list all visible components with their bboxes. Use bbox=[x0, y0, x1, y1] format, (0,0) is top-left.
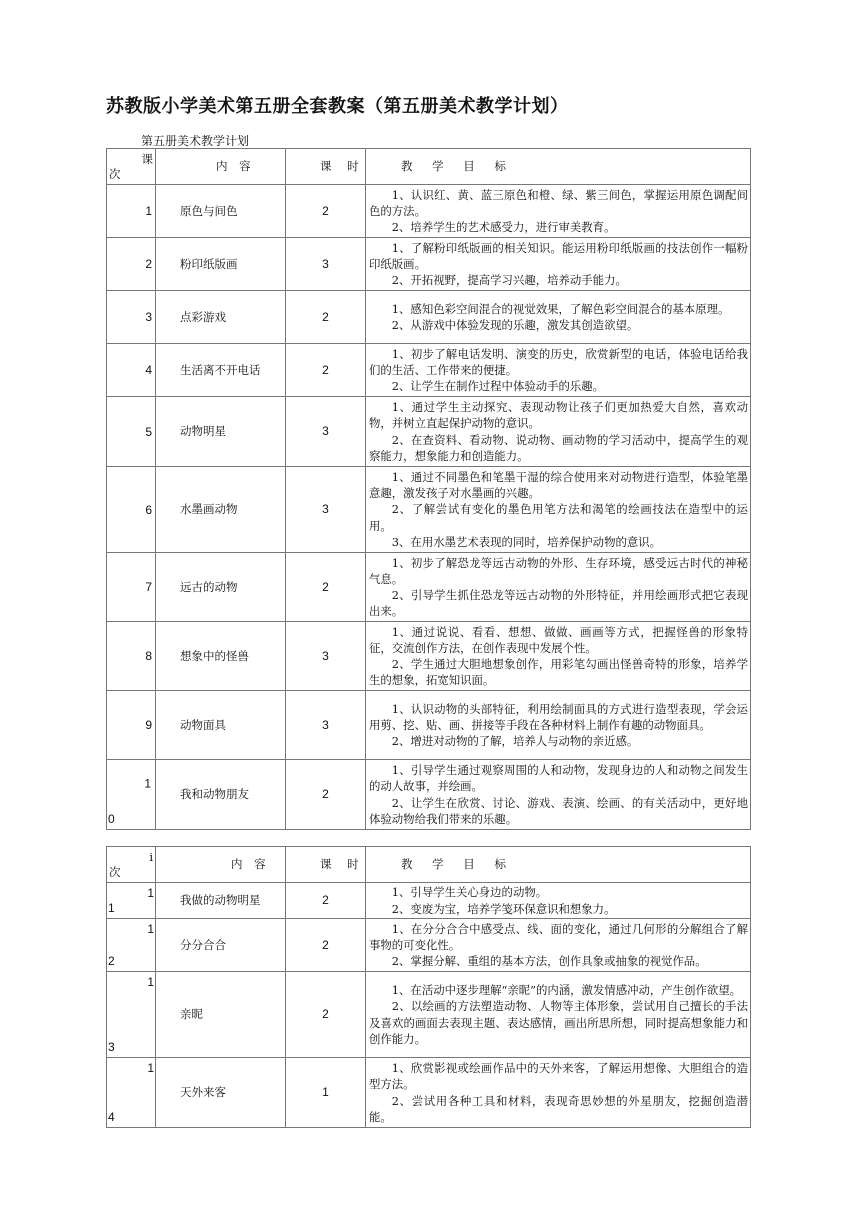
lesson-number-cell bbox=[107, 185, 156, 238]
table-row bbox=[107, 883, 751, 919]
lesson-goals bbox=[366, 919, 751, 972]
goal-item: 2、从游戏中体验发现的乐趣，激发其创造欲望。 bbox=[391, 318, 639, 332]
lesson-goals bbox=[366, 238, 751, 291]
lesson-title: 粉印纸版画 bbox=[156, 238, 286, 291]
lesson-goals bbox=[366, 467, 751, 553]
lesson-number: 2 bbox=[145, 256, 152, 271]
lesson-goals bbox=[366, 1058, 751, 1128]
goal-item: 2、了解尝试有变化的墨色用笔方法和渴笔的绘画技法在造型中的运用。 bbox=[369, 502, 748, 533]
lesson-hours: 2 bbox=[286, 344, 366, 397]
lesson-number-cell bbox=[107, 883, 156, 919]
lesson-title: 点彩游戏 bbox=[156, 291, 286, 344]
lesson-number: 1 bbox=[147, 922, 154, 936]
lesson-number-cell bbox=[107, 972, 156, 1058]
lesson-number: 1 bbox=[144, 776, 151, 791]
goal-item: 2、让学生在欣赏、讨论、游戏、表演、绘画、的有关活动中，更好地体验动物给我们带来的乐趣。 bbox=[369, 795, 748, 826]
lesson-number-cell bbox=[107, 919, 156, 972]
lesson-number: 1 bbox=[147, 886, 154, 900]
goal-item: 1、通过说说、看看、想想、做做、画画等方式，把握怪兽的形象特征，交流创作方法，在创作表现中发展个性。 bbox=[369, 624, 748, 655]
table-row bbox=[107, 553, 751, 622]
goal-item: 1、初步了解电话发明、演变的历史，欣赏新型的电话，体验电话给我们的生活、工作带来的便捷。 bbox=[369, 346, 748, 377]
lesson-number-cell bbox=[107, 467, 156, 553]
lesson-title: 想象中的怪兽 bbox=[156, 622, 286, 691]
lesson-number: 4 bbox=[145, 362, 152, 377]
table-row bbox=[107, 467, 751, 553]
goal-item: 2、在查资料、看动物、说动物、画动物的学习活动中，提高学生的观察能力，想象能力和创造能力。 bbox=[369, 432, 748, 463]
goal-item: 1、在活动中逐步理解“亲昵”的内涵，激发情感冲动，产生创作欲望。 bbox=[391, 983, 742, 998]
goal-item: 1、感知色彩空间混合的视觉效果，了解色彩空间混合的基本原理。 bbox=[391, 301, 730, 316]
page-title: 苏教版小学美术第五册全套教案（第五册美术教学计划） bbox=[106, 96, 569, 117]
goal-item: 1、引导学生关心身边的动物。 bbox=[391, 885, 548, 900]
lesson-hours: 2 bbox=[286, 760, 366, 830]
header-content: 内 容 bbox=[156, 149, 286, 185]
goal-item: 1、通过学生主动探究、表现动物让孩子们更加热爱大自然，喜欢动物，并树立直起保护动物的意识。 bbox=[369, 400, 748, 431]
goal-item: 2、培养学生的艺术感受力，进行审美教育。 bbox=[391, 220, 616, 235]
lesson-title: 动物明星 bbox=[156, 397, 286, 467]
header-num-top: i bbox=[149, 850, 153, 864]
lesson-number-suffix: 0 bbox=[108, 811, 115, 826]
lesson-number-cell bbox=[107, 691, 156, 760]
goal-item: 1、初步了解恐龙等远古动物的外形、生存环境，感受远古时代的神秘气息。 bbox=[369, 555, 748, 586]
lesson-goals bbox=[366, 553, 751, 622]
goal-item: 2、变废为宝，培养学笺环保意识和想象力。 bbox=[391, 901, 616, 916]
lesson-hours: 2 bbox=[286, 919, 366, 972]
lesson-number-cell bbox=[107, 238, 156, 291]
table-row bbox=[107, 238, 751, 291]
goal-item: 2、学生通过大胆地想象创作，用彩笔勾画出怪兽奇特的形象，培养学生的想象，拓宽知识面。 bbox=[369, 657, 748, 688]
lesson-goals bbox=[366, 691, 751, 760]
lesson-number-cell bbox=[107, 344, 156, 397]
table-caption: 第五册美术教学计划 bbox=[141, 134, 250, 148]
goal-item: 2、以绘画的方法塑造动物、人物等主体形象，尝试用自己擅长的手法及喜欢的画面去表现主题、表达感情，画出所思所想，同时提高想象能力和创作能力。 bbox=[369, 999, 748, 1046]
lesson-number-cell bbox=[107, 622, 156, 691]
lesson-hours: 2 bbox=[286, 185, 366, 238]
header-hours: 课 时 bbox=[286, 149, 366, 185]
header-num-bottom: 次 bbox=[109, 166, 121, 181]
lesson-number-cell bbox=[107, 1058, 156, 1128]
header-lesson-number bbox=[107, 847, 156, 883]
lesson-hours: 3 bbox=[286, 622, 366, 691]
table-row bbox=[107, 344, 751, 397]
lesson-goals bbox=[366, 883, 751, 919]
goal-item: 1、在分分合合中感受点、线、面的变化，通过几何形的分解组合了解事物的可变化性。 bbox=[369, 921, 748, 952]
lesson-title: 动物面具 bbox=[156, 691, 286, 760]
goal-item: 2、让学生在制作过程中体验动手的乐趣。 bbox=[391, 379, 605, 394]
table-row bbox=[107, 919, 751, 972]
table-row bbox=[107, 185, 751, 238]
lesson-hours: 2 bbox=[286, 972, 366, 1058]
lesson-hours: 3 bbox=[286, 397, 366, 467]
table-body bbox=[107, 185, 751, 830]
goal-item: 2、开拓视野，提高学习兴趣，培养动手能力。 bbox=[391, 273, 627, 288]
goal-item: 1、引导学生通过观察周围的人和动物，发现身边的人和动物之间发生的动人故事，并绘画。 bbox=[369, 763, 748, 794]
header-content: 内 容 bbox=[156, 847, 286, 883]
lesson-number: 5 bbox=[145, 424, 152, 439]
goal-item: 1、认识动物的头部特征，利用绘制面具的方式进行造型表现，学会运用剪、挖、贴、画、拼接等手段在各种材料上制作有趣的动物面具。 bbox=[369, 701, 748, 732]
lesson-number-suffix: 1 bbox=[108, 900, 115, 915]
goal-item: 2、掌握分解、重组的基本方法，创作具象或抽象的视觉作品。 bbox=[391, 954, 707, 969]
lesson-number: 8 bbox=[145, 648, 152, 663]
table-body bbox=[107, 883, 751, 1128]
lesson-hours: 2 bbox=[286, 553, 366, 622]
lesson-number-suffix: 3 bbox=[108, 1039, 115, 1054]
header-num-bottom: 次 bbox=[109, 864, 121, 879]
lesson-number: 1 bbox=[147, 1061, 154, 1075]
lesson-number-cell bbox=[107, 291, 156, 344]
plan-table-2 bbox=[106, 846, 751, 1128]
lesson-goals bbox=[366, 972, 751, 1058]
lesson-hours: 2 bbox=[286, 291, 366, 344]
lesson-title: 分分合合 bbox=[156, 919, 286, 972]
table-row bbox=[107, 397, 751, 467]
header-goal: 教 学 目 标 bbox=[366, 847, 751, 883]
table-header-row bbox=[107, 149, 751, 185]
table-row bbox=[107, 691, 751, 760]
lesson-title: 天外来客 bbox=[156, 1058, 286, 1128]
lesson-number-suffix: 2 bbox=[108, 953, 115, 968]
header-goal: 教 学 目 标 bbox=[366, 149, 751, 185]
lesson-number: 1 bbox=[147, 975, 154, 989]
lesson-title: 生活离不开电话 bbox=[156, 344, 286, 397]
lesson-title: 我和动物朋友 bbox=[156, 760, 286, 830]
header-hours: 课 时 bbox=[286, 847, 366, 883]
lesson-number: 1 bbox=[145, 203, 152, 218]
goal-item: 3、在用水墨艺术表现的同时，培养保护动物的意识。 bbox=[391, 534, 662, 549]
lesson-title: 原色与间色 bbox=[156, 185, 286, 238]
lesson-hours: 3 bbox=[286, 238, 366, 291]
lesson-goals bbox=[366, 760, 751, 830]
table-row bbox=[107, 760, 751, 830]
lesson-number: 3 bbox=[145, 309, 152, 324]
lesson-goals bbox=[366, 344, 751, 397]
lesson-number-cell bbox=[107, 397, 156, 467]
goal-item: 2、增进对动物的了解，培养人与动物的亲近感。 bbox=[391, 734, 639, 749]
lesson-number-cell bbox=[107, 553, 156, 622]
table-row bbox=[107, 1058, 751, 1128]
plan-table-1 bbox=[106, 148, 751, 830]
table-row bbox=[107, 291, 751, 344]
lesson-goals bbox=[366, 397, 751, 467]
lesson-goals bbox=[366, 622, 751, 691]
goal-item: 2、尝试用各种工具和材料，表现奇思妙想的外星朋友，挖掘创造潜能。 bbox=[369, 1093, 748, 1124]
goal-item: 2、引导学生抓住恐龙等远古动物的外形特征，并用绘画形式把它表现出来。 bbox=[369, 588, 748, 619]
header-lesson-number bbox=[107, 149, 156, 185]
lesson-title: 远古的动物 bbox=[156, 553, 286, 622]
goal-item: 1、了解粉印纸版画的相关知识。能运用粉印纸版画的技法创作一幅粉印纸版画。 bbox=[369, 240, 748, 271]
table-row bbox=[107, 622, 751, 691]
lesson-hours: 2 bbox=[286, 883, 366, 919]
lesson-number-cell bbox=[107, 760, 156, 830]
lesson-title: 我做的动物明星 bbox=[156, 883, 286, 919]
goal-item: 1、欣赏影视或绘画作品中的天外来客，了解运用想像、大胆组合的造型方法。 bbox=[369, 1061, 748, 1092]
lesson-number: 9 bbox=[145, 717, 152, 732]
lesson-number-suffix: 4 bbox=[108, 1109, 115, 1124]
lesson-hours: 3 bbox=[286, 691, 366, 760]
lesson-number: 6 bbox=[145, 502, 152, 517]
table-header-row bbox=[107, 847, 751, 883]
lesson-hours: 1 bbox=[286, 1058, 366, 1128]
lesson-goals bbox=[366, 185, 751, 238]
goal-item: 1、认识红、黄、蓝三原色和橙、绿、紫三间色，掌握运用原色调配间色的方法。 bbox=[369, 187, 748, 218]
lesson-hours: 3 bbox=[286, 467, 366, 553]
lesson-goals bbox=[366, 291, 751, 344]
table-row bbox=[107, 972, 751, 1058]
lesson-title: 亲昵 bbox=[156, 972, 286, 1058]
lesson-title: 水墨画动物 bbox=[156, 467, 286, 553]
lesson-number: 7 bbox=[145, 579, 152, 594]
header-num-top: 课 bbox=[141, 152, 153, 166]
goal-item: 1、通过不同墨色和笔墨干湿的综合使用来对动物进行造型，体验笔墨意趣，激发孩子对水墨画的兴趣。 bbox=[369, 469, 748, 501]
